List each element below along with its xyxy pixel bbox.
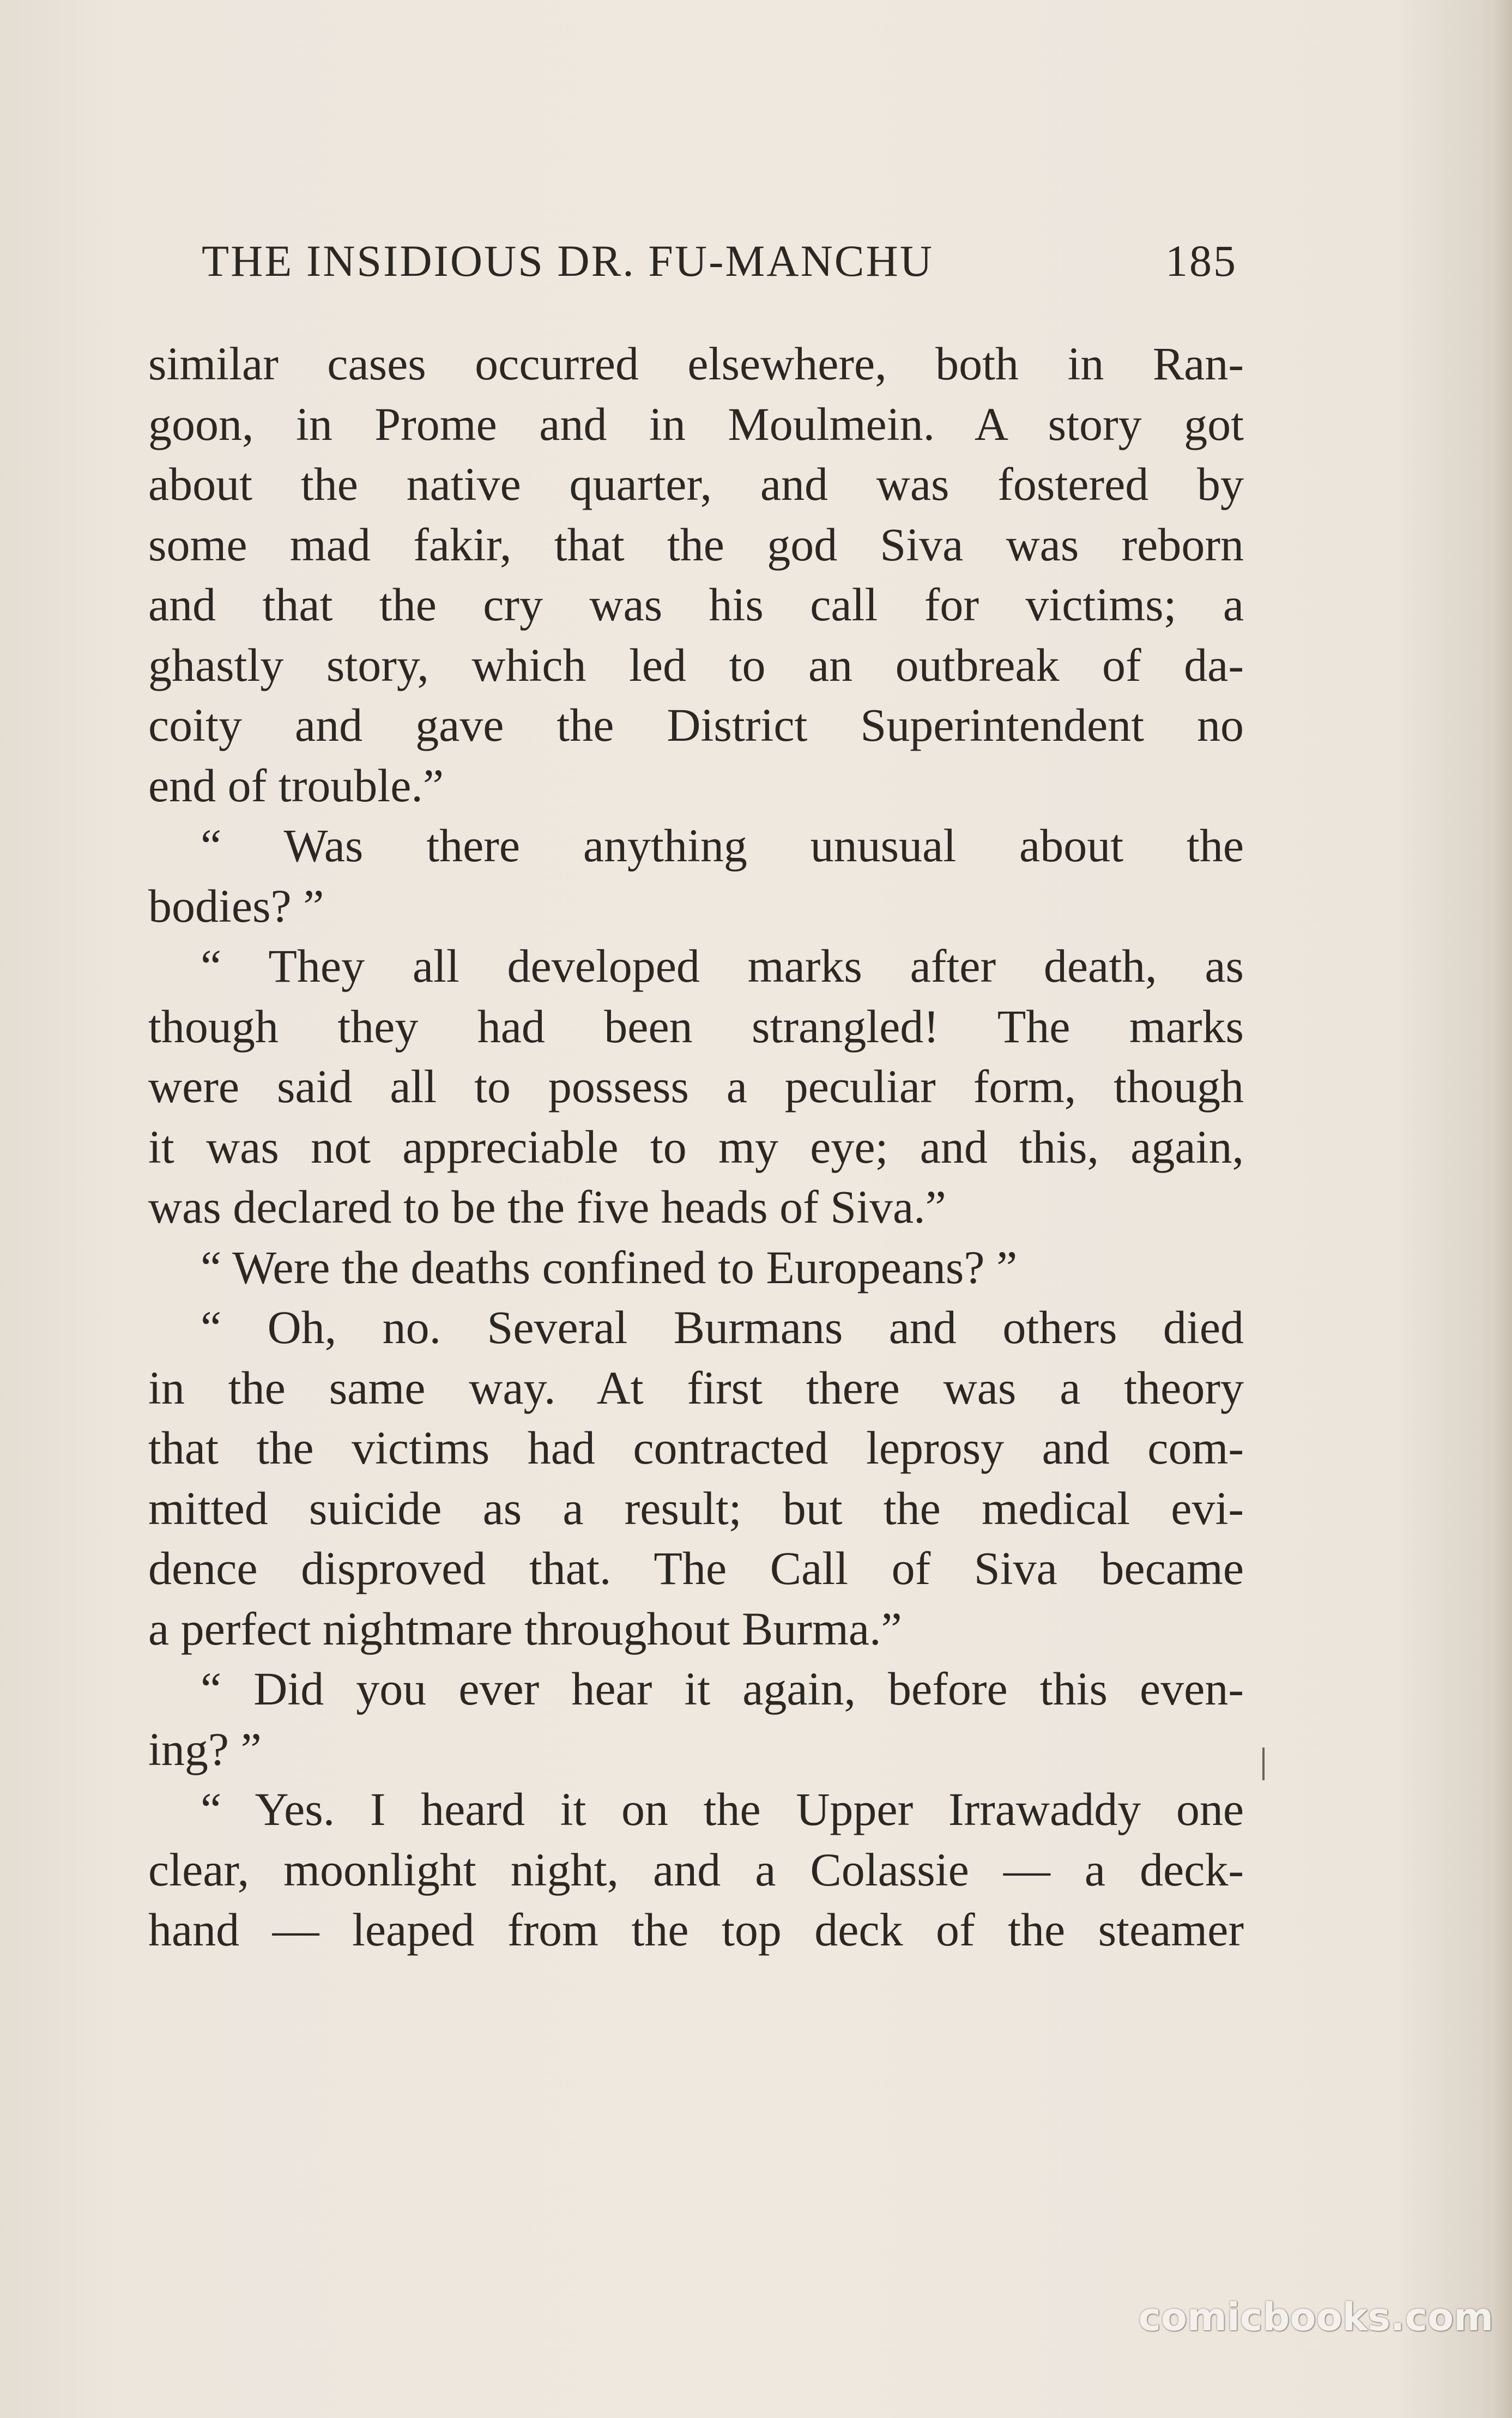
text-line: “ Yes. I heard it on the Upper Irrawaddy one bbox=[201, 1783, 1244, 1835]
text-line: were said all to possess a peculiar form, though bbox=[148, 1060, 1244, 1113]
text-line: hand — leaped from the top deck of the steamer bbox=[148, 1903, 1244, 1956]
text-line: it was not appreciable to my eye; and this, again, bbox=[148, 1120, 1244, 1173]
text-line: similar cases occurred elsewhere, both in Ran- bbox=[148, 337, 1244, 390]
text-line: in the same way. At first there was a theory bbox=[148, 1361, 1244, 1414]
body-text bbox=[148, 334, 1244, 1960]
running-title: THE INSIDIOUS DR. FU-MANCHU bbox=[202, 236, 934, 286]
running-header bbox=[202, 235, 1237, 301]
text-line: “ Oh, no. Several Burmans and others died bbox=[201, 1301, 1244, 1353]
text-line: bodies? ” bbox=[148, 879, 324, 932]
text-line: mitted suicide as a result; but the medical evi- bbox=[148, 1482, 1244, 1534]
text-line: ghastly story, which led to an outbreak of da- bbox=[148, 638, 1244, 691]
text-line: dence disproved that. The Call of Siva became bbox=[148, 1542, 1244, 1594]
watermark: comicbooks.com bbox=[1138, 2295, 1493, 2340]
text-line: some mad fakir, that the god Siva was reborn bbox=[148, 518, 1244, 571]
text-line: was declared to be the five heads of Siva.” bbox=[148, 1181, 946, 1233]
text-line: ing? ” bbox=[148, 1722, 262, 1775]
page-edge-shadow bbox=[1490, 0, 1512, 2418]
text-line: though they had been strangled! The marks bbox=[148, 1000, 1244, 1053]
text-line: goon, in Prome and in Moulmein. A story got bbox=[148, 397, 1244, 450]
text-line: coity and gave the District Superintendent no bbox=[148, 699, 1244, 751]
text-line: “ Was there anything unusual about the bbox=[201, 819, 1244, 872]
page-number: 185 bbox=[1165, 236, 1237, 286]
text-line: clear, moonlight night, and a Colassie — a deck- bbox=[148, 1843, 1244, 1896]
text-line: a perfect nightmare throughout Burma.” bbox=[148, 1602, 902, 1655]
margin-mark bbox=[1262, 1748, 1265, 1780]
text-line: and that the cry was his call for victims; a bbox=[148, 578, 1244, 631]
text-line: about the native quarter, and was fostered by bbox=[148, 458, 1244, 510]
text-line: “ Did you ever hear it again, before this even- bbox=[201, 1663, 1244, 1715]
text-line: “ They all developed marks after death, as bbox=[201, 940, 1244, 992]
text-line: end of trouble.” bbox=[148, 759, 444, 812]
text-line: “ Were the deaths confined to Europeans? ” bbox=[201, 1241, 1018, 1293]
text-line: that the victims had contracted leprosy and com- bbox=[148, 1422, 1244, 1474]
